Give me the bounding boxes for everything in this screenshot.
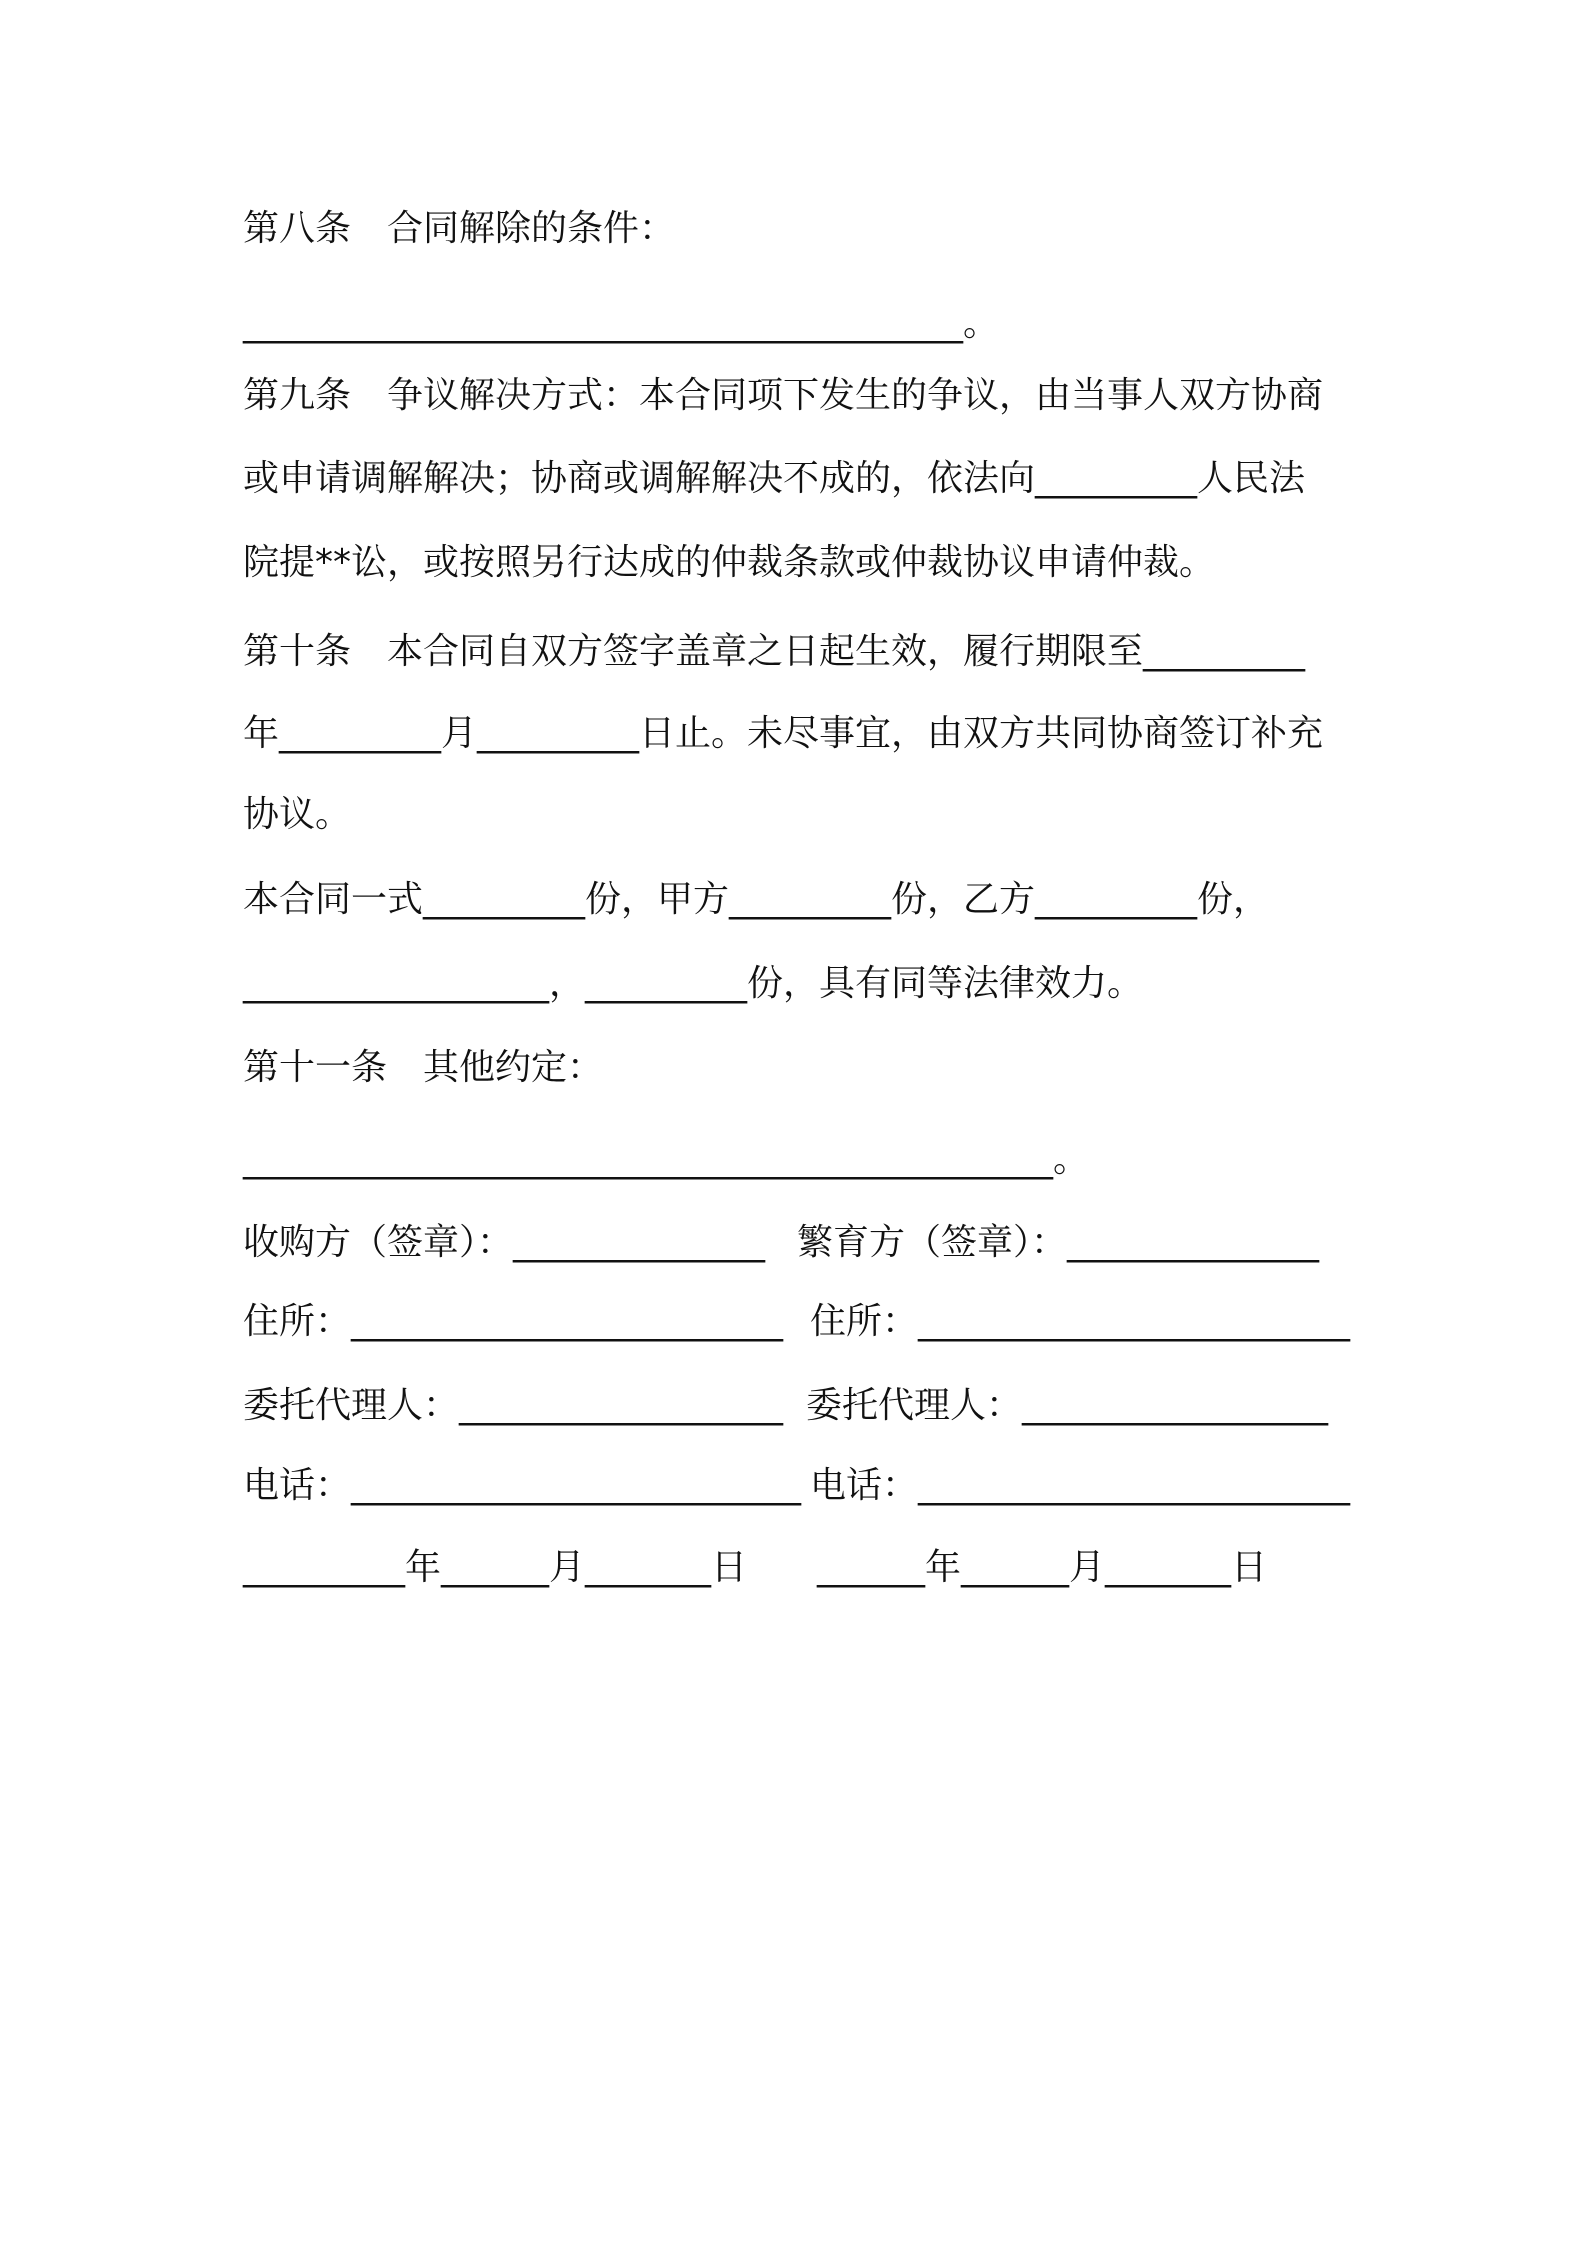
article-11-heading: 第十一条 其他约定： [243,1047,604,1088]
breeder-agent-field: 委托代理人：_________________ [806,1385,1329,1426]
copies-line-1: 本合同一式_________份，甲方_________份，乙方_________份， [243,879,1270,920]
article-10-line-3: 协议。 [243,794,352,835]
article-9-line-1: 第九条 争议解决方式：本合同项下发生的争议，由当事人双方协商 [243,375,1324,416]
breeder-address-field: 住所：________________________ [810,1301,1351,1342]
breeder-date-field: ______年______月_______日 [817,1547,1267,1588]
article-10-line-2: 年_________月_________日止。未尽事宜，由双方共同协商签订补充 [243,713,1324,754]
buyer-phone-field: 电话：_________________________ [243,1465,802,1506]
article-11-blank: _____________________________________________。 [243,1139,1089,1180]
article-9-line-3: 院提**讼，或按照另行达成的仲裁条款或仲裁协议申请仲裁。 [243,542,1216,583]
copies-line-2: _________________，_________份，具有同等法律效力。 [243,963,1144,1004]
article-8-blank: ________________________________________。 [243,303,999,344]
buyer-signature-field: 收购方（签章）：______________ [243,1222,766,1263]
article-9-line-2: 或申请调解解决；协商或调解解决不成的，依法向_________人民法 [243,458,1306,499]
buyer-date-field: _________年______月_______日 [243,1547,747,1588]
article-10-line-1: 第十条 本合同自双方签字盖章之日起生效，履行期限至_________ [243,631,1306,672]
article-8-heading: 第八条 合同解除的条件： [243,208,676,249]
buyer-address-field: 住所：________________________ [243,1301,784,1342]
breeder-signature-field: 繁育方（签章）：______________ [797,1222,1320,1263]
buyer-agent-field: 委托代理人：__________________ [243,1385,784,1426]
breeder-phone-field: 电话：________________________ [810,1465,1351,1506]
